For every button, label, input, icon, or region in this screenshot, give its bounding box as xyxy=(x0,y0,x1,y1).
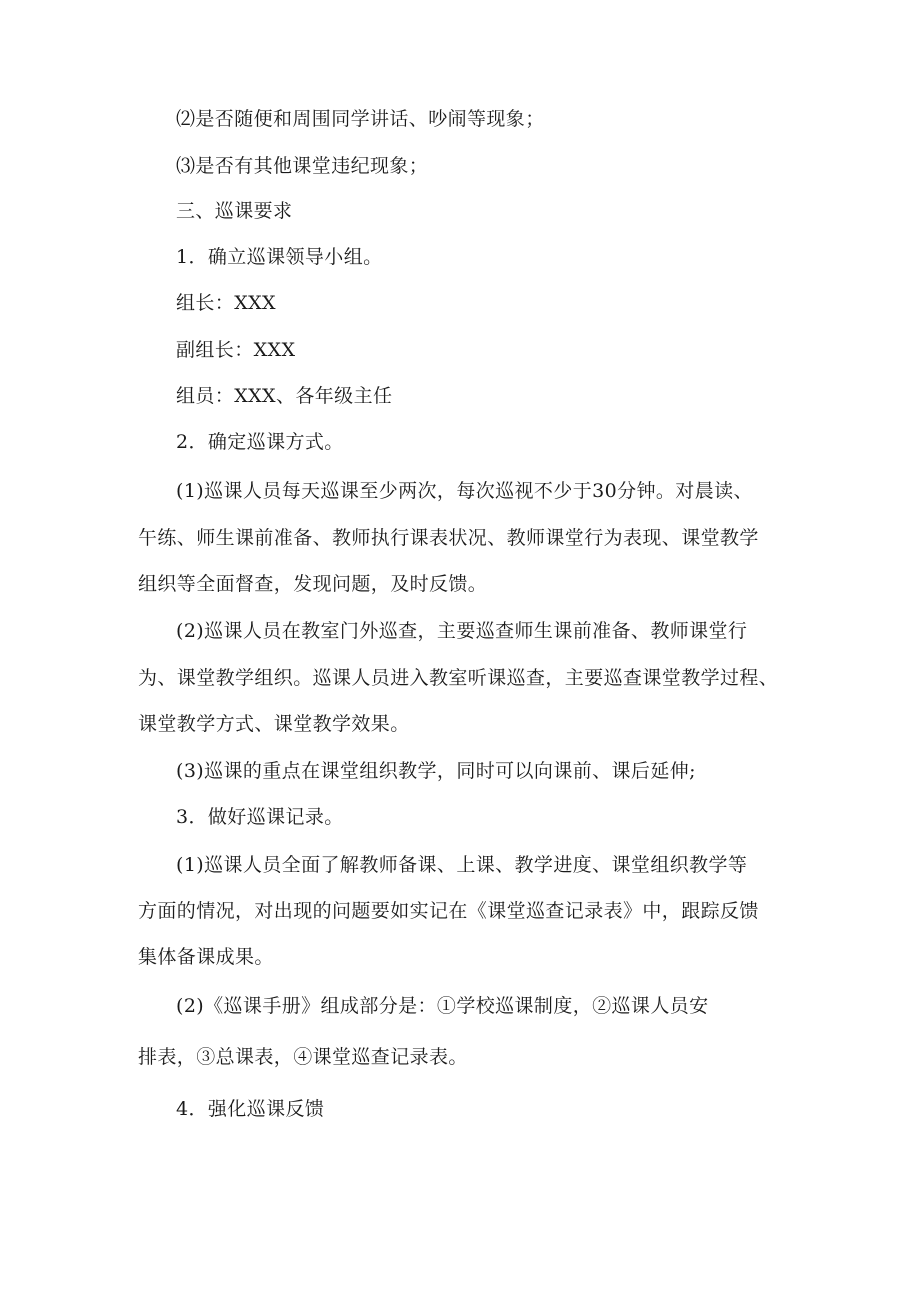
paragraph-line: (1)巡课人员每天巡课至少两次，每次巡视不少于30分钟。对晨读、 xyxy=(176,480,753,502)
paragraph-line: 组员：XXX、各年级主任 xyxy=(176,385,393,407)
paragraph-line: 组长：XXX xyxy=(176,292,276,314)
paragraph-line: ⑶是否有其他课堂违纪现象； xyxy=(176,155,429,177)
paragraph-line: 午练、师生课前准备、教师执行课表状况、教师课堂行为表现、课堂教学 xyxy=(138,527,759,549)
paragraph-line: 集体备课成果。 xyxy=(138,946,274,968)
paragraph-line: (2)巡课人员在教室门外巡查，主要巡查师生课前准备、教师课堂行 xyxy=(176,620,748,642)
section-heading: 三、巡课要求 xyxy=(176,200,293,222)
paragraph-line: (2)《巡课手册》组成部分是：①学校巡课制度，②巡课人员安 xyxy=(176,995,709,1017)
paragraph-line: (3)巡课的重点在课堂组织教学，同时可以向课前、课后延伸; xyxy=(176,760,696,782)
paragraph-line: 为、课堂教学组织。巡课人员进入教室听课巡查，主要巡查课堂教学过程、 xyxy=(138,667,779,689)
paragraph-line: 排表，③总课表，④课堂巡查记录表。 xyxy=(138,1046,468,1068)
subsection-heading: 2．确定巡课方式。 xyxy=(176,431,344,453)
subsection-heading: 4．强化巡课反馈 xyxy=(176,1098,325,1120)
paragraph-line: ⑵是否随便和周围同学讲话、吵闹等现象； xyxy=(176,108,545,130)
paragraph-line: 副组长：XXX xyxy=(176,339,296,361)
paragraph-line: 组织等全面督查，发现问题，及时反馈。 xyxy=(138,573,488,595)
subsection-heading: 3．做好巡课记录。 xyxy=(176,806,344,828)
subsection-heading: 1．确立巡课领导小组。 xyxy=(176,246,383,268)
paragraph-line: (1)巡课人员全面了解教师备课、上课、教学进度、课堂组织教学等 xyxy=(176,854,748,876)
paragraph-line: 课堂教学方式、课堂教学效果。 xyxy=(138,713,410,735)
paragraph-line: 方面的情况，对出现的问题要如实记在《课堂巡查记录表》中，跟踪反馈 xyxy=(138,900,759,922)
